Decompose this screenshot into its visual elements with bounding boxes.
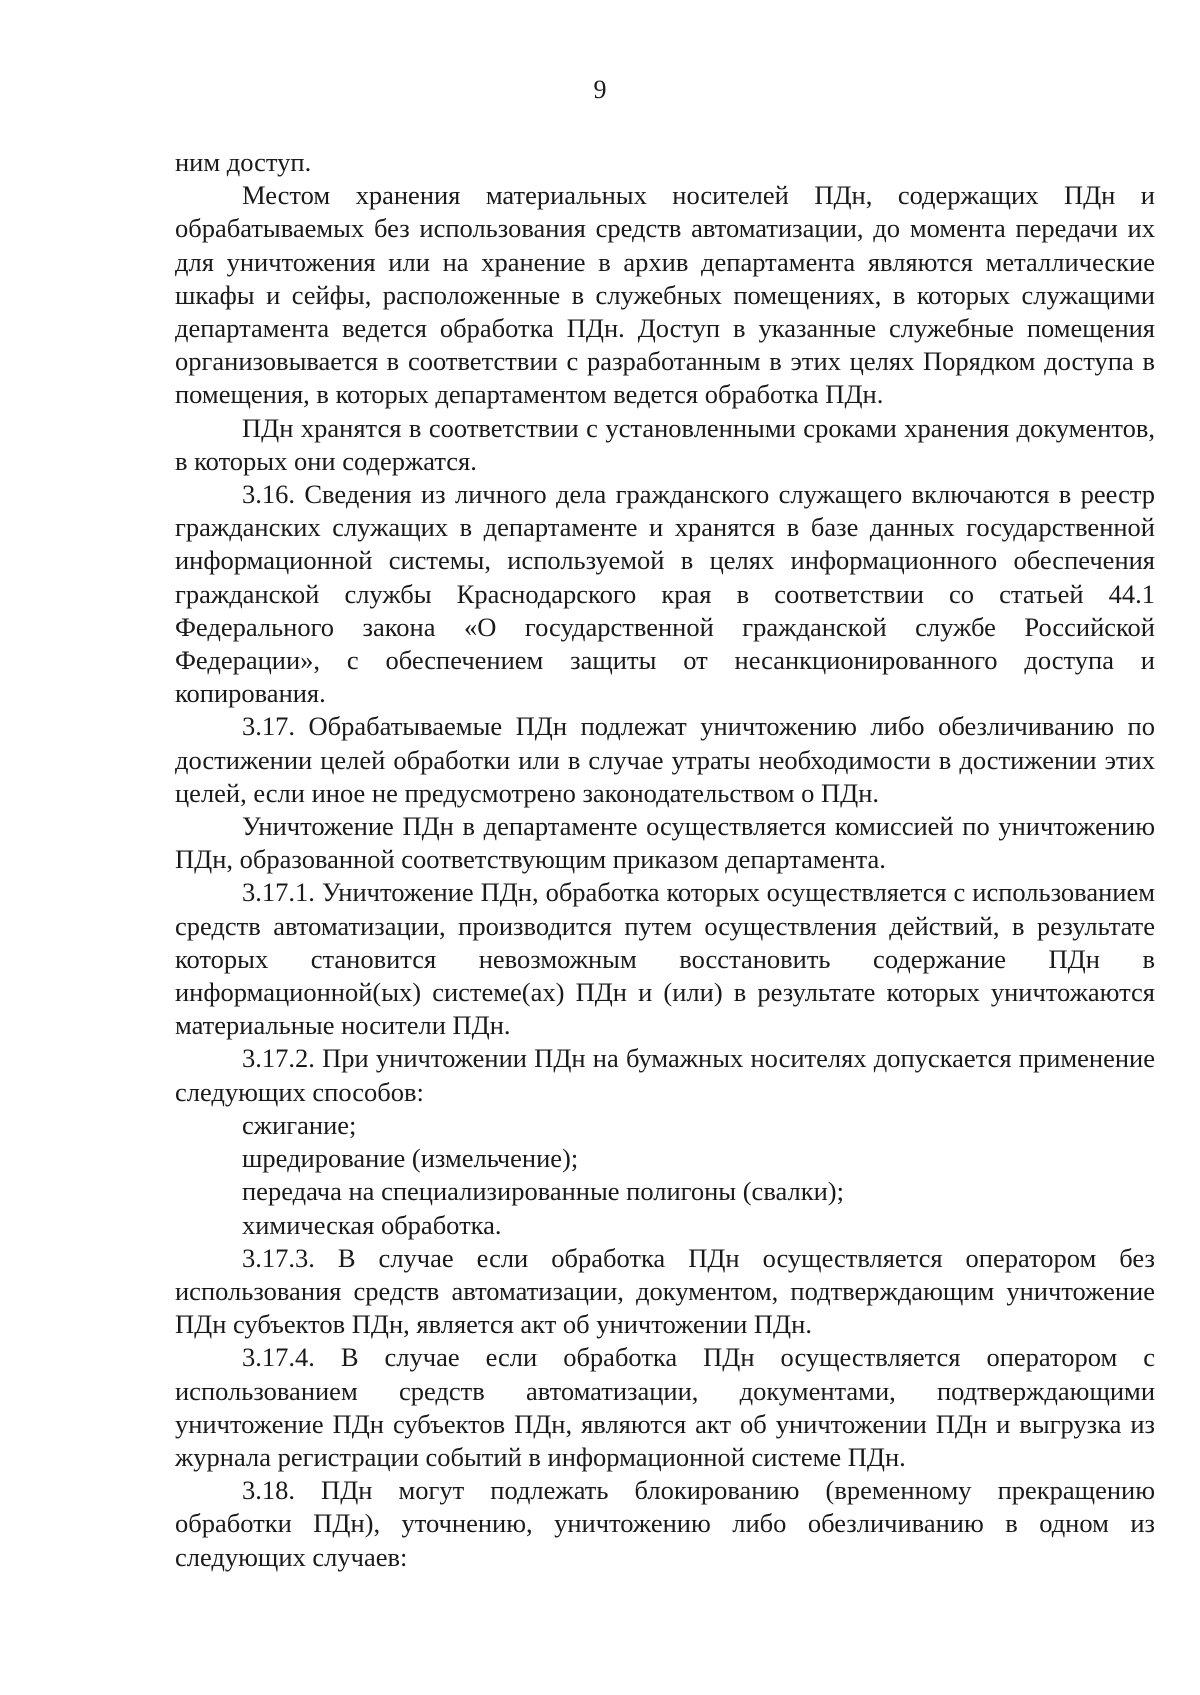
paragraph-storage-place: Местом хранения материальных носителей ПДн, содержащих ПДн и обрабатываемых без использования средств автоматизации, до момента передачи их для уничтожения или на хранение в архив департамента являются металлические шкафы и сейфы, расположенные в служебных помещениях, в которых служащими департамента ведется обработка ПДн. Доступ в указанные служебные помещения организовывается в соответствии с разработанным в этих целях Порядком доступа в помещения, в которых департаментом ведется обработка ПДн.: [175, 180, 1155, 410]
paragraph-storage-terms: ПДн хранятся в соответствии с установленными сроками хранения документов, в которых они содержатся.: [175, 412, 1155, 476]
list-item-landfill: передача на специализированные полигоны (свалки);: [242, 1176, 844, 1207]
list-item-chemical: химическая обработка.: [242, 1209, 502, 1240]
page-number: 9: [593, 75, 607, 104]
paragraph-3-17-4: 3.17.4. В случае если обработка ПДн осуществляется оператором с использованием средств автоматизации, документами, подтверждающими уничтожение ПДн субъектов ПДн, являются акт об уничтожении ПДн и выгрузка из журнала регистрации событий в информационной системе ПДн.: [175, 1342, 1155, 1472]
list-item-burning: сжигание;: [242, 1109, 357, 1140]
list-item-shredding: шредирование (измельчение);: [242, 1143, 579, 1174]
paragraph-3-17: 3.17. Обрабатываемые ПДн подлежат уничтожению либо обезличиванию по достижении целей обработки или в случае утраты необходимости в достижении этих целей, если иное не предусмотрено законодательством о ПДн.: [175, 711, 1155, 808]
document-body: [175, 146, 1155, 1574]
paragraph-3-17-1: 3.17.1. Уничтожение ПДн, обработка которых осуществляется с использованием средств автоматизации, производится путем осуществления действий, в результате которых становится невозможным восстановить содержание ПДн в информационной(ых) системе(ах) ПДн и (или) в результате которых уничтожаются материальные носители ПДн.: [175, 877, 1155, 1041]
paragraph-3-18: 3.18. ПДн могут подлежать блокированию (временному прекращению обработки ПДн), уточнению, уничтожению либо обезличиванию в одном из следующих случаев:: [175, 1475, 1155, 1572]
paragraph-3-17-3: 3.17.3. В случае если обработка ПДн осуществляется оператором без использования средств автоматизации, документом, подтверждающим уничтожение ПДн субъектов ПДн, является акт об уничтожении ПДн.: [175, 1242, 1155, 1340]
paragraph-continuation: ним доступ.: [175, 147, 312, 177]
paragraph-3-16: 3.16. Сведения из личного дела гражданского служащего включаются в реестр гражданских служащих в департаменте и хранятся в базе данных государственной информационной системы, используемой в целях информационного обеспечения гражданской службы Краснодарского края в соответствии со статьей 44.1 Федерального закона «О государственной гражданской службе Российской Федерации», с обеспечением защиты от несанкционированного доступа и копирования.: [175, 479, 1155, 709]
paragraph-3-17-2: 3.17.2. При уничтожении ПДн на бумажных носителях допускается применение следующих способов:: [175, 1043, 1155, 1107]
paragraph-destruction-commission: Уничтожение ПДн в департаменте осуществляется комиссией по уничтожению ПДн, образованной соответствующим приказом департамента.: [175, 811, 1155, 875]
